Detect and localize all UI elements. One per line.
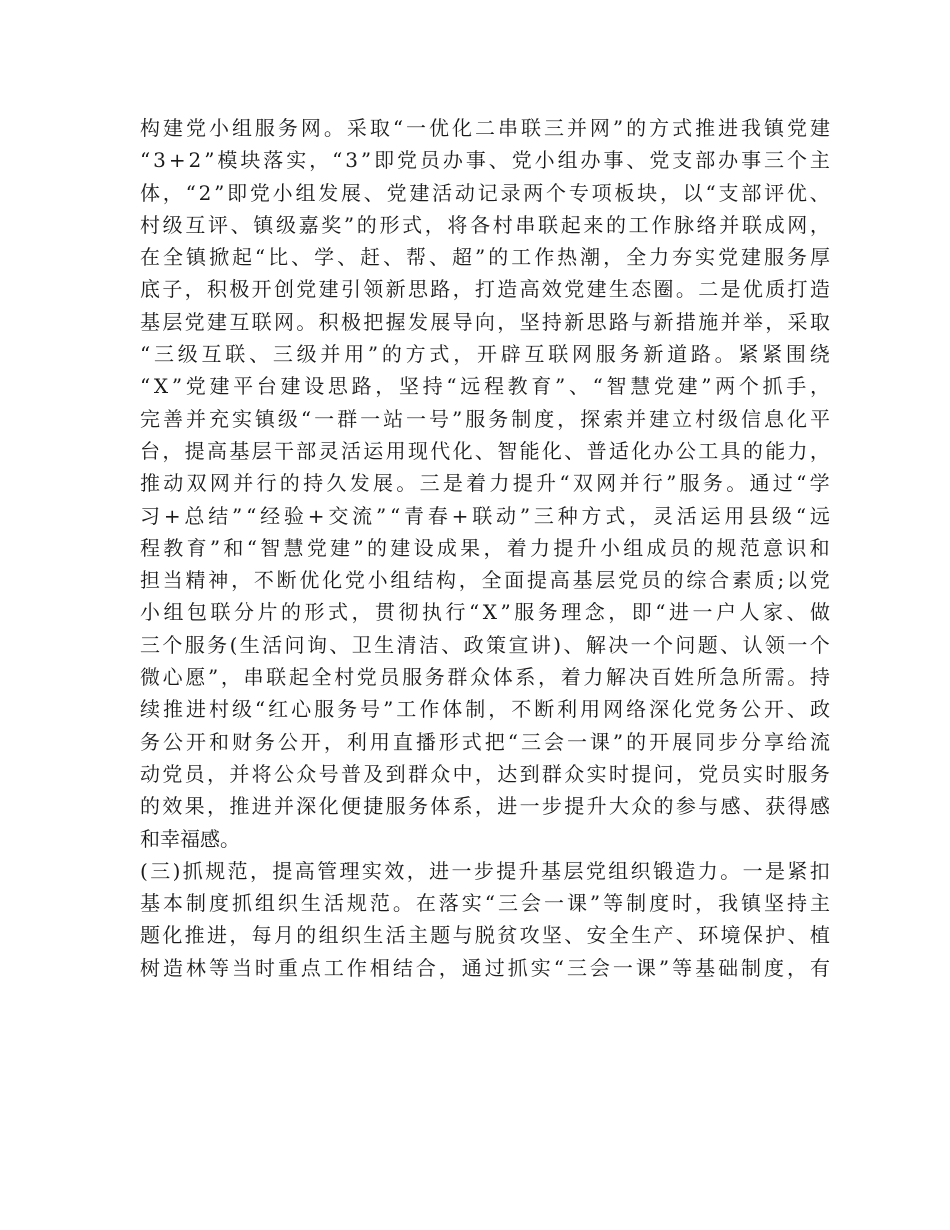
text-line: 底 子 ， 积 极 开 创 党 建 引 领 新 思 路 ， 打 造 高 效 党 建 生 态 圈 。 二 是 优 质 打 造 bbox=[140, 277, 830, 302]
text-line: 基 层 党 建 互 联 网 。 积 极 把 握 发 展 导 向 ， 坚 持 新 思 路 与 新 措 施 并 举 ， 采 取 bbox=[140, 309, 830, 334]
text-line: 体 ， “ 2 ” 即 党 小 组 发 展 、 党 建 活 动 记 录 两 个 专 项 板 块 ， 以 “ 支 部 评 优 、 bbox=[140, 180, 830, 205]
text-line: 构 建 党 小 组 服 务 网 。 采 取 “ 一 优 化 二 串 联 三 并 网 ” 的 方 式 推 进 我 镇 党 建 bbox=[140, 116, 830, 140]
text-line: 担 当 精 神 ， 不 断 优 化 党 小 组 结 构 ， 全 面 提 高 基 层 党 员 的 综 合 素 质 ; 以 党 bbox=[140, 568, 830, 593]
text-line: 题 化 推 进 ， 每 月 的 组 织 生 活 主 题 与 脱 贫 攻 坚 、 安 全 生 产 、 环 境 保 护 、 植 bbox=[140, 923, 830, 948]
text-line: 的 效 果 ， 推 进 并 深 化 便 捷 服 务 体 系 ， 进 一 步 提 升 大 众 的 参 与 感 、 获 得 感 bbox=[140, 794, 830, 819]
text-line: 树 造 林 等 当 时 重 点 工 作 相 结 合 ， 通 过 抓 实 “ 三 会 一 课 ” 等 基 础 制 度 ， 有 bbox=[140, 955, 830, 980]
text-line: 推 动 双 网 并 行 的 持 久 发 展 。 三 是 着 力 提 升 “ 双 网 并 行 ” 服 务 。 通 过 “ 学 bbox=[140, 471, 830, 496]
text-line: 微 心 愿 ” ， 串 联 起 全 村 党 员 服 务 群 众 体 系 ， 着 力 解 决 百 姓 所 急 所 需 。 持 bbox=[140, 665, 830, 690]
body-text bbox=[140, 112, 830, 984]
text-line: 务 公 开 和 财 务 公 开 ， 利 用 直 播 形 式 把 “ 三 会 一 课 ” 的 开 展 同 步 分 享 给 流 bbox=[140, 729, 830, 754]
text-line: 三 个 服 务 ( 生 活 问 询 、 卫 生 清 洁 、 政 策 宣 讲 ) 、 解 决 一 个 问 题 、 认 领 一 个 bbox=[140, 632, 830, 657]
text-line: 在 全 镇 掀 起 “ 比 、 学 、 赶 、 帮 、 超 ” 的 工 作 热 潮 ， 全 力 夯 实 党 建 服 务 厚 bbox=[140, 245, 830, 270]
text-line: 程 教 育 ” 和 “ 智 慧 党 建 ” 的 建 设 成 果 ， 着 力 提 升 小 组 成 员 的 规 范 意 识 和 bbox=[140, 535, 830, 560]
text-line: 台 ， 提 高 基 层 干 部 灵 活 运 用 现 代 化 、 智 能 化 、 普 适 化 办 公 工 具 的 能 力 ， bbox=[140, 438, 830, 463]
text-line: “ 三 级 互 联 、 三 级 并 用 ” 的 方 式 ， 开 辟 互 联 网 服 务 新 道 路 。 紧 紧 围 绕 bbox=[140, 342, 830, 367]
text-line: 完 善 并 充 实 镇 级 “ 一 群 一 站 一 号 ” 服 务 制 度 ， 探 索 并 建 立 村 级 信 息 化 平 bbox=[140, 406, 830, 431]
text-line: 习 + 总 结 ” “ 经 验 + 交 流 ” “ 青 春 + 联 动 ” 三 种 方 式 ， 灵 活 运 用 县 级 “ 远 bbox=[140, 503, 830, 528]
text-line: 动 党 员 ， 并 将 公 众 号 普 及 到 群 众 中 ， 达 到 群 众 实 时 提 问 ， 党 员 实 时 服 务 bbox=[140, 761, 830, 786]
text-line: 村 级 互 评 、 镇 级 嘉 奖 ” 的 形 式 ， 将 各 村 串 联 起 来 的 工 作 脉 络 并 联 成 网 ， bbox=[140, 212, 830, 237]
text-line: 基 本 制 度 抓 组 织 生 活 规 范 。 在 落 实 “ 三 会 一 课 ” 等 制 度 时 ， 我 镇 坚 持 主 bbox=[140, 891, 830, 916]
text-line: “ 3 + 2 ” 模 块 落 实 ， “ 3 ” 即 党 员 办 事 、 党 小 组 办 事 、 党 支 部 办 事 三 个 主 bbox=[140, 148, 830, 173]
text-line: “ X ” 党 建 平 台 建 设 思 路 ， 坚 持 “ 远 程 教 育 ” 、 “ 智 慧 党 建 ” 两 个 抓 手 ， bbox=[140, 374, 830, 399]
text-line: 小 组 包 联 分 片 的 形 式 ， 贯 彻 执 行 “ X ” 服 务 理 念 ， 即 “ 进 一 户 人 家 、 做 bbox=[140, 600, 830, 625]
text-line: ( 三 ) 抓 规 范 ， 提 高 管 理 实 效 ， 进 一 步 提 升 基 层 党 组 织 锻 造 力 。 一 是 紧 扣 bbox=[140, 858, 830, 883]
text-line: 和幸福感。 bbox=[140, 826, 240, 851]
text-line: 续 推 进 村 级 “ 红 心 服 务 号 ” 工 作 体 制 ， 不 断 利 用 网 络 深 化 党 务 公 开 、 政 bbox=[140, 697, 830, 722]
